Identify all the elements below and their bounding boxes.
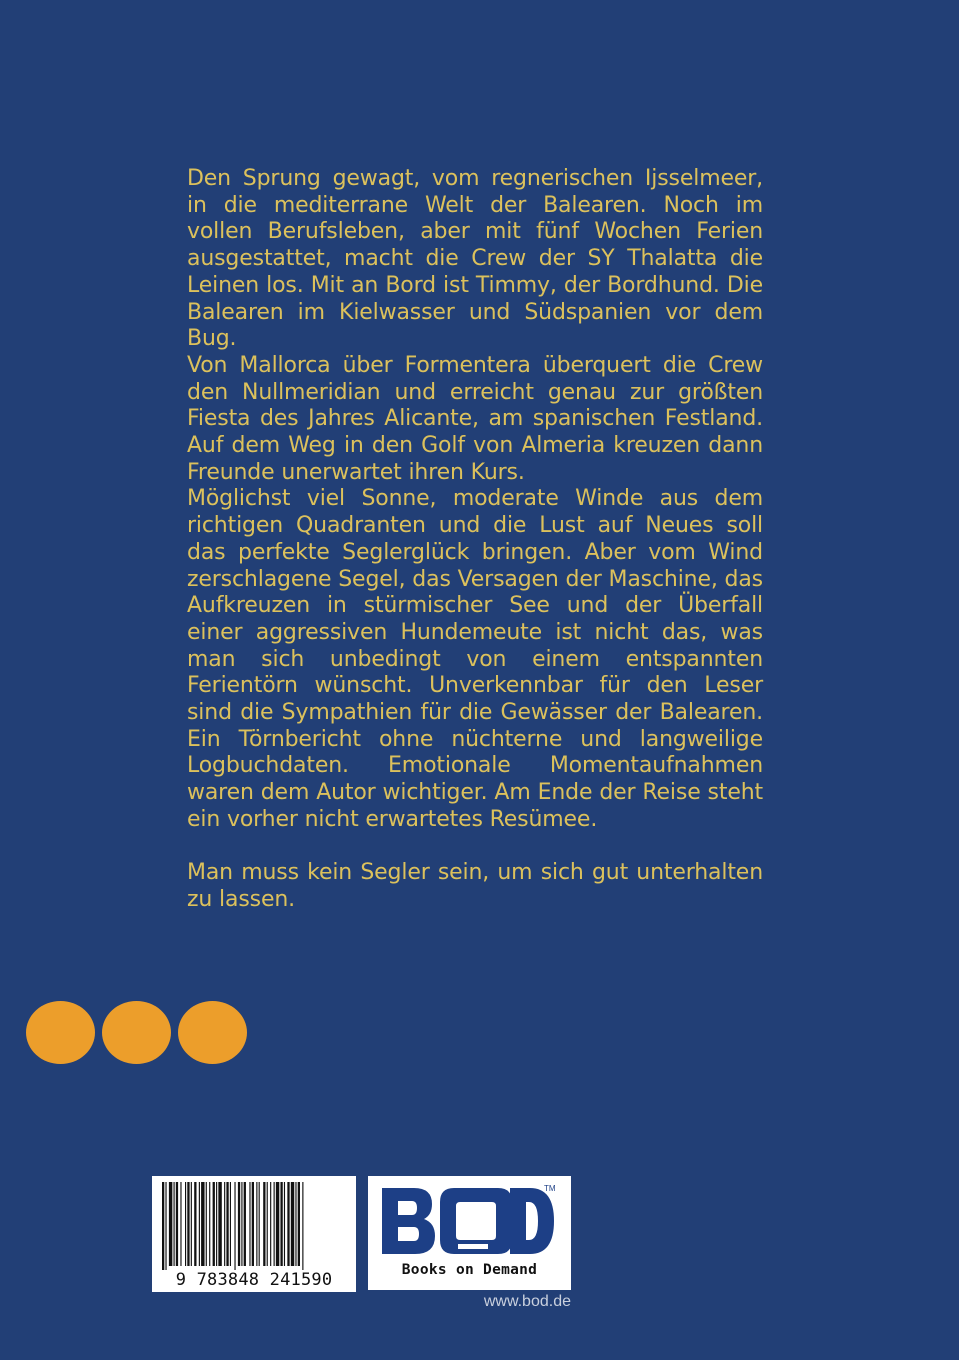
barcode-bar (185, 1182, 186, 1266)
barcode-bar (224, 1182, 225, 1266)
blurb-paragraph-1: Den Sprung gewagt, vom regnerischen Ijsselmeer, in die mediterrane Welt der Balearen. Noch im vollen Berufsleben, aber mit fünf Wochen Ferien ausgestattet, macht die Crew der SY Thalatta die Leinen los. Mit an Bord ist Timmy, der Bordhund. Die Balearen im Kielwasser und Südspanien vor dem Bug. (187, 166, 763, 352)
isbn-number: 9 783848 241590 (175, 1270, 333, 1290)
blurb-paragraph-3: Möglichst viel Sonne, moderate Winde aus dem richtigen Quadranten und die Lust auf Neues soll das perfekte Seglerglück bringen. Aber vom Wind zerschlagene Segel, das Versagen der Maschine, das Aufkreuzen in stürmischer See und der Überfall einer aggressiven Hundemeute ist nicht das, was man sich unbedingt von einem entspannten Ferientörn wünscht. Unverkennbar für den Leser sind die Sympathien für die Gewässer der Balearen. Ein Törnbericht ohne nüchterne und langweilige Logbuchdaten. Emotionale Momentaufnahmen waren dem Autor wichtiger. Am Ende der Reise steht ein vorher nicht erwartetes Resümee. (187, 486, 763, 832)
barcode-bar (298, 1182, 300, 1266)
barcode-bar (169, 1182, 172, 1266)
barcode-bar (259, 1182, 260, 1266)
barcode-bar (199, 1182, 200, 1266)
blurb-text (187, 166, 763, 914)
barcode-bar (206, 1182, 207, 1266)
barcode-bar (201, 1182, 204, 1266)
barcode-bar (270, 1182, 271, 1266)
barcode-bar (165, 1182, 166, 1270)
barcode-bar (234, 1182, 235, 1270)
barcode-bar (180, 1182, 181, 1266)
barcode-bars (162, 1182, 346, 1270)
barcode-bar (302, 1182, 303, 1270)
barcode-bar (249, 1182, 250, 1266)
barcode-bar (256, 1182, 257, 1266)
barcode-bar (287, 1182, 289, 1266)
publisher-logo-box (368, 1176, 571, 1290)
bod-logo (380, 1184, 562, 1262)
barcode-bar (280, 1182, 282, 1266)
barcode-bar (238, 1182, 240, 1266)
barcode-bar (216, 1182, 217, 1266)
blurb-closing-line: Man muss kein Segler sein, um sich gut unterhalten zu lassen. (187, 860, 763, 912)
barcode-bar (295, 1182, 296, 1266)
orange-dot (178, 1001, 247, 1064)
publisher-name: Books on Demand (401, 1262, 538, 1278)
barcode-bar (244, 1182, 246, 1266)
barcode-bar (274, 1182, 275, 1266)
barcode-bar (162, 1182, 164, 1270)
trademark-mark: TM (544, 1184, 556, 1193)
barcode-bar (267, 1182, 268, 1266)
barcode-bar (291, 1182, 294, 1266)
barcode-bar (284, 1182, 285, 1266)
orange-dot (102, 1001, 171, 1064)
orange-dot (26, 1001, 95, 1064)
barcode-bar (187, 1182, 189, 1266)
barcode-bar (213, 1182, 215, 1266)
barcode-bar (230, 1182, 231, 1266)
barcode-bar (218, 1182, 221, 1266)
isbn-barcode (152, 1176, 356, 1292)
barcode-bar (176, 1182, 178, 1266)
blurb-paragraph-2: Von Mallorca über Formentera überquert die Crew den Nullmeridian und erreicht genau zur größten Fiesta des Jahres Alicante, am spanischen Festland. Auf dem Weg in den Golf von Almeria kreuzen dann Freunde unerwartet ihren Kurs. (187, 352, 763, 485)
barcode-bar (191, 1182, 192, 1266)
barcode-bar (241, 1182, 242, 1266)
publisher-url: www.bod.de (483, 1293, 571, 1310)
barcode-bar (226, 1182, 228, 1266)
barcode-bar (209, 1182, 210, 1266)
barcode-bar (276, 1182, 279, 1266)
barcode-bar (194, 1182, 196, 1266)
barcode-bar (263, 1182, 265, 1266)
barcode-bar (174, 1182, 175, 1266)
barcode-bar (252, 1182, 254, 1266)
